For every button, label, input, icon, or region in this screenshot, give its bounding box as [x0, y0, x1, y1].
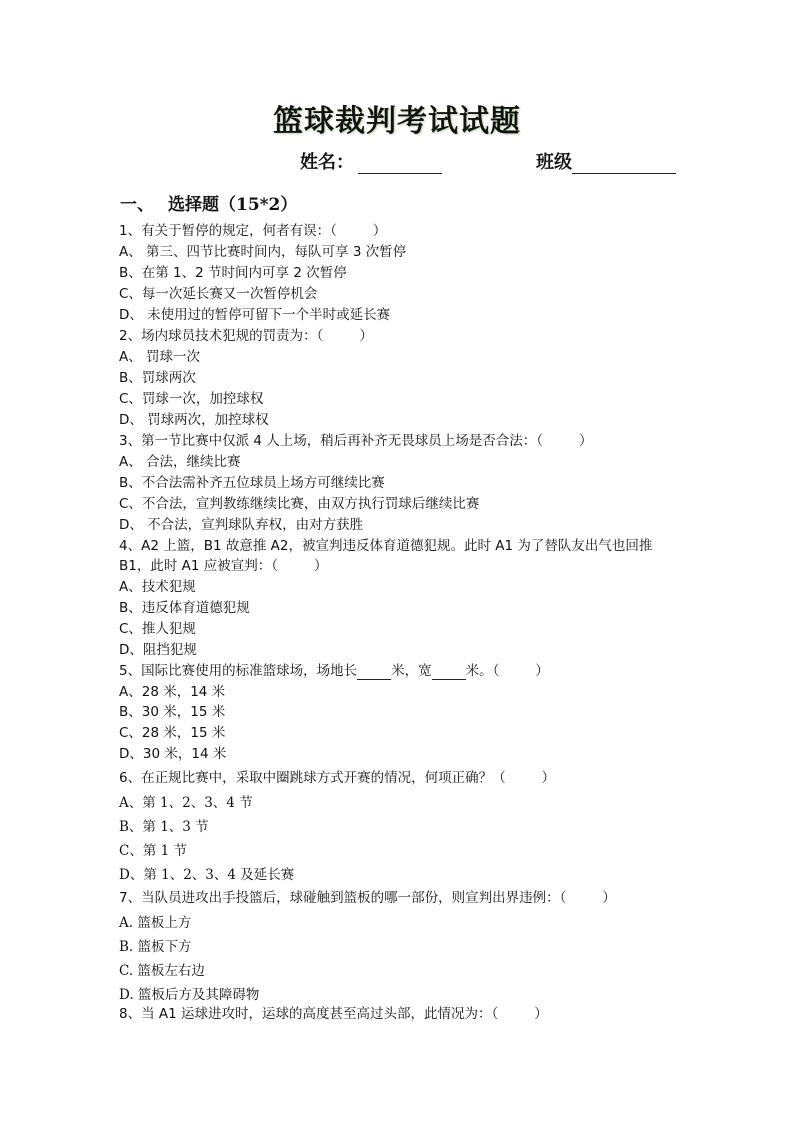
class-blank[interactable]: [572, 155, 676, 174]
question-4-option-b: B、违反体育道德犯规: [119, 600, 250, 616]
question-1-option-d: D、 未使用过的暂停可留下一个半时或延长赛: [119, 307, 391, 323]
section-heading: [120, 190, 297, 215]
question-6-option-a: A、第 1、2、3、4 节: [119, 795, 253, 811]
question-7-option-d: D. 篮板后方及其障碍物: [119, 987, 260, 1003]
question-1-option-a: A、 第三、四节比赛时间内，每队可享 3 次暂停: [119, 244, 407, 260]
class-label: 班级: [536, 152, 572, 173]
section-number: 一、: [120, 195, 154, 215]
question-5-option-b: B、30 米，15 米: [119, 704, 226, 720]
length-blank[interactable]: [357, 665, 391, 680]
width-blank[interactable]: [432, 665, 466, 680]
question-2-option-d: D、 罚球两次，加控球权: [119, 412, 269, 428]
question-3-option-b: B、不合法需补齐五位球员上场方可继续比赛: [119, 475, 385, 491]
question-5-option-d: D、30 米，14 米: [119, 746, 227, 762]
question-4-stem-line1: 4、A2 上篮，B1 故意推 A2，被宣判违反体育道德犯规。此时 A1 为了替队友出气也回推: [119, 538, 653, 554]
question-1-option-c: C、每一次延长赛又一次暂停机会: [119, 286, 318, 302]
question-4-option-d: D、阻挡犯规: [119, 642, 197, 658]
question-2-option-b: B、罚球两次: [119, 370, 196, 386]
exam-title: 篮球裁判考试试题: [273, 104, 521, 139]
question-7-option-a: A. 篮板上方: [119, 915, 192, 931]
question-6-option-b: B、第 1、3 节: [119, 819, 209, 835]
class-field: [536, 148, 676, 174]
question-6-option-c: C、第 1 节: [119, 843, 188, 859]
question-2-stem: 2、场内球员技术犯规的罚责为：（ ）: [119, 328, 373, 344]
name-blank[interactable]: [358, 155, 442, 174]
question-7-stem: 7、当队员进攻出手投篮后，球碰触到篮板的哪一部份，则宣判出界违例：（ ）: [119, 890, 616, 906]
question-3-option-d: D、 不合法，宣判球队弃权，由对方获胜: [119, 517, 364, 533]
question-6-option-d: D、第 1、2、3、4 及延长赛: [119, 867, 295, 883]
question-2-option-a: A、 罚球一次: [119, 349, 201, 365]
question-5-option-c: C、28 米，15 米: [119, 725, 226, 741]
question-6-stem: 6、在正规比赛中，采取中圈跳球方式开赛的情况，何项正确？（ ）: [119, 770, 556, 786]
question-1-stem: 1、有关于暂停的规定，何者有误：（ ）: [119, 223, 387, 239]
name-label: 姓名：: [300, 152, 354, 173]
question-4-option-c: C、推人犯规: [119, 621, 196, 637]
question-5-stem: 5、国际比赛使用的标准篮球场，场地长 米，宽 米。（ ）: [119, 663, 549, 679]
question-7-option-c: C. 篮板左右边: [119, 963, 205, 979]
name-field: [300, 148, 442, 174]
question-3-option-a: A、 合法，继续比赛: [119, 454, 241, 470]
question-1-option-b: B、在第 1、2 节时间内可享 2 次暂停: [119, 265, 347, 281]
question-4-stem-line2: B1，此时 A1 应被宣判：（ ）: [119, 558, 328, 574]
question-5-option-a: A、28 米，14 米: [119, 684, 226, 700]
section-title: 选择题（15*2）: [168, 195, 298, 215]
question-3-option-c: C、不合法，宣判教练继续比赛，由双方执行罚球后继续比赛: [119, 496, 480, 512]
question-8-stem: 8、当 A1 运球进攻时，运球的高度甚至高过头部，此情况为：（ ）: [119, 1006, 548, 1022]
question-7-option-b: B. 篮板下方: [119, 939, 192, 955]
question-2-option-c: C、罚球一次，加控球权: [119, 391, 264, 407]
question-3-stem: 3、第一节比赛中仅派 4 人上场，稍后再补齐无畏球员上场是否合法：（ ）: [119, 433, 593, 449]
question-4-option-a: A、技术犯规: [119, 579, 196, 595]
